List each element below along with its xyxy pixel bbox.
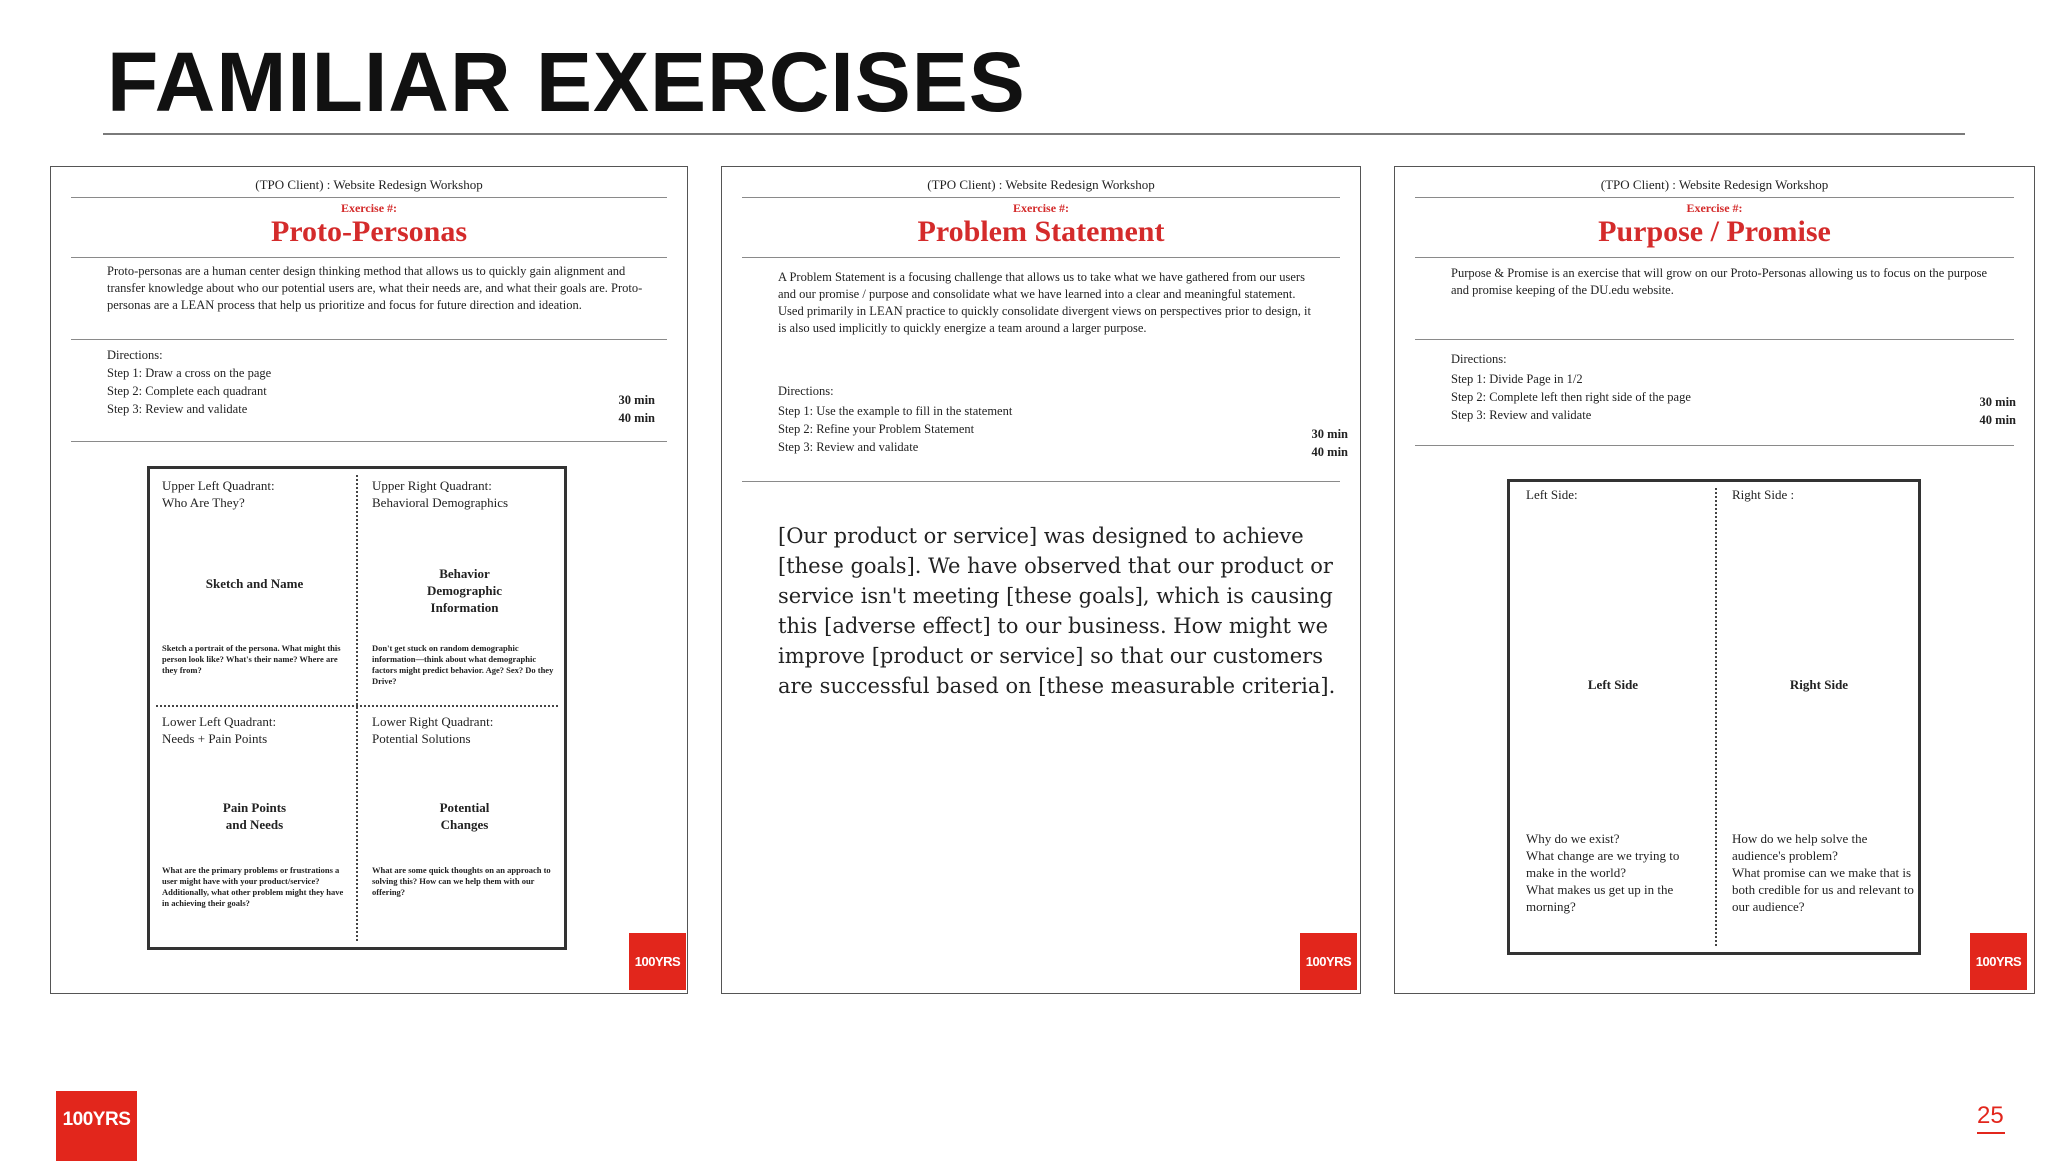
card-header: (TPO Client) : Website Redesign Workshop (1600, 177, 1829, 192)
page-number-underline (1977, 1132, 2005, 1134)
title-divider (103, 133, 1965, 135)
divider (71, 441, 667, 442)
exercise-card-purpose-promise (1394, 166, 2035, 994)
brand-logo-small: 100YRS (1300, 933, 1357, 990)
problem-statement-template: [Our product or service] was designed to achieve [these goals]. We have observed that our product or service isn't meeting [these goals], which is causing this [adverse effect] to our business. How might we improve [product or service] so that our customers are successful based on [these measurable criteria]. (778, 524, 1336, 698)
persona-quadrant-grid (147, 466, 567, 950)
step-3: Step 3: Review and validate (778, 440, 919, 454)
quadrant-center-lower-right: Potential Changes (439, 800, 490, 832)
brand-logo-small: 100YRS (1970, 933, 2027, 990)
quadrant-center-upper-right: Behavior Demographic Information (426, 566, 503, 615)
exercise-description: A Problem Statement is a focusing challenge that allows us to take what we have gathered from our users and our promise / purpose and consolidate what we have learned into a clear and meaningful statement. Used primarily in LEAN practice to quickly consolidate divergent views on perspectives prior to design, it is also used implicitly to quickly energize a team around a larger purpose. (778, 270, 1311, 335)
divider (71, 257, 667, 258)
exercise-title: Proto-Personas (270, 215, 468, 248)
quadrant-label-lower-left: Lower Left Quadrant: Needs + Pain Points (162, 714, 277, 746)
directions-label: Directions: (1451, 352, 1507, 366)
step-2: Step 2: Refine your Problem Statement (778, 422, 975, 436)
purpose-promise-grid (1507, 479, 1921, 955)
slide-title: FAMILIAR EXERCISES (107, 35, 1026, 129)
vertical-divider (356, 475, 358, 941)
brand-logo: 100YRS (56, 1091, 137, 1161)
exercise-card-problem-statement (721, 166, 1361, 994)
step-3: Step 3: Review and validate (1451, 408, 1592, 422)
exercise-description: Proto-personas are a human center design thinking method that allows us to quickly gain alignment and transfer knowledge about who our potential users are, what their needs are, and what their goals are. Proto-personas are a LEAN process that help us prioritize and focus for future direction and ideation. (107, 264, 643, 312)
time-1: 30 min (618, 393, 655, 407)
step-2: Step 2: Complete each quadrant (107, 384, 267, 398)
divider (1415, 197, 2014, 198)
step-1: Step 1: Use the example to fill in the statement (778, 404, 1013, 418)
left-side-center: Left Side (1587, 677, 1639, 692)
brand-logo-small: 100YRS (629, 933, 686, 990)
exercise-number: Exercise #: (340, 201, 398, 215)
right-side-questions: How do we help solve the audience's problem? What promise can we make that is both credible for us and relevant to our audience? (1732, 831, 1914, 914)
card-header: (TPO Client) : Website Redesign Workshop (927, 177, 1155, 192)
directions-label: Directions: (107, 348, 163, 362)
time-1: 30 min (1311, 427, 1348, 441)
quadrant-note-lower-right: What are some quick thoughts on an approach to solving this? How can we help them with our offering? (372, 865, 551, 897)
time-2: 40 min (618, 411, 655, 425)
step-2: Step 2: Complete left then right side of the page (1451, 390, 1691, 404)
time-2: 40 min (1979, 413, 2016, 427)
exercise-title: Purpose / Promise (1598, 215, 1831, 248)
time-2: 40 min (1311, 445, 1348, 459)
page-number: 25 (1977, 1102, 2004, 1129)
divider (1415, 339, 2014, 340)
left-side-questions: Why do we exist? What change are we trying to make in the world? What makes us get up in the morning? (1526, 831, 1680, 914)
quadrant-note-upper-left: Sketch a portrait of the persona. What might this person look like? What's their name? Where are they from? (162, 643, 341, 675)
right-side-center: Right Side (1789, 677, 1849, 692)
divider (1415, 257, 2014, 258)
exercise-card-proto-personas (50, 166, 688, 994)
quadrant-label-upper-right: Upper Right Quadrant: Behavioral Demographics (372, 478, 509, 510)
exercise-number: Exercise #: (1686, 201, 1743, 215)
directions-label: Directions: (778, 384, 834, 398)
card-header: (TPO Client) : Website Redesign Workshop (255, 177, 483, 192)
quadrant-center-upper-left: Sketch and Name (205, 576, 304, 591)
quadrant-label-lower-right: Lower Right Quadrant: Potential Solutions (372, 714, 494, 746)
horizontal-divider (156, 705, 558, 707)
quadrant-label-upper-left: Upper Left Quadrant: Who Are They? (162, 478, 275, 510)
step-1: Step 1: Draw a cross on the page (107, 366, 272, 380)
quadrant-center-lower-left: Pain Points and Needs (222, 800, 287, 832)
exercise-title: Problem Statement (917, 215, 1165, 248)
exercise-description: Purpose & Promise is an exercise that will grow on our Proto-Personas allowing us to focus on the purpose and promise keeping of the DU.edu website. (1451, 266, 1988, 297)
left-side-label: Left Side: (1526, 487, 1578, 502)
divider (742, 481, 1340, 482)
step-1: Step 1: Divide Page in 1/2 (1451, 372, 1583, 386)
quadrant-note-lower-left: What are the primary problems or frustrations a user might have with your product/service? Additionally, what other problem might they have in achieving their goals? (162, 865, 344, 908)
divider (71, 197, 667, 198)
time-1: 30 min (1979, 395, 2016, 409)
divider (742, 257, 1340, 258)
divider (742, 197, 1340, 198)
divider (1415, 445, 2014, 446)
step-3: Step 3: Review and validate (107, 402, 248, 416)
right-side-label: Right Side : (1732, 487, 1795, 502)
quadrant-note-upper-right: Don't get stuck on random demographic information—think about what demographic factors might predict behavior. Age? Sex? Do they Drive? (372, 643, 554, 686)
exercise-number: Exercise #: (1012, 201, 1070, 215)
divider (71, 339, 667, 340)
vertical-divider (1715, 488, 1717, 946)
